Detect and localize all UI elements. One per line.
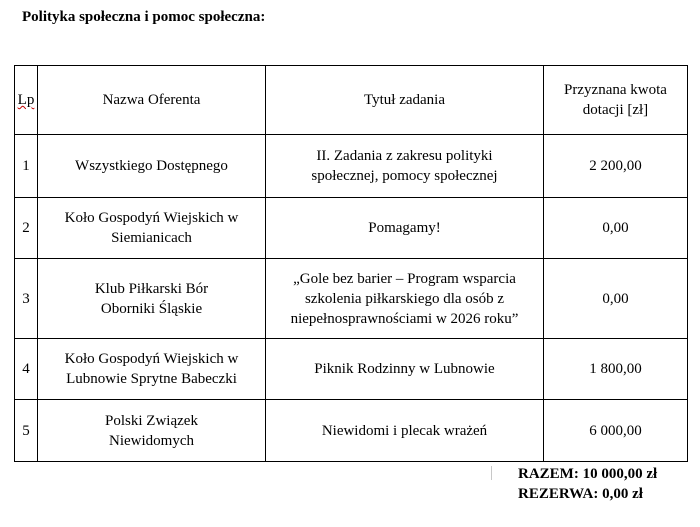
table-header-row	[15, 66, 688, 135]
table-row	[15, 400, 688, 462]
cell-amount: 2 200,00	[544, 135, 688, 198]
header-lp: Lp	[15, 66, 38, 135]
cell-name: Polski Związek Niewidomych	[38, 400, 266, 462]
cell-name: Koło Gospodyń Wiejskich w Siemianicach	[38, 198, 266, 259]
cell-lp: 1	[15, 135, 38, 198]
text-cursor-mark	[491, 466, 492, 480]
table-row	[15, 339, 688, 400]
summary-block	[518, 464, 657, 504]
cell-name: Klub Piłkarski Bór Oborniki Śląskie	[38, 259, 266, 339]
cell-amount: 1 800,00	[544, 339, 688, 400]
cell-title: Pomagamy!	[266, 198, 544, 259]
header-amount: Przyznana kwota dotacji [zł]	[544, 66, 688, 135]
table-row	[15, 135, 688, 198]
table-row	[15, 259, 688, 339]
cell-name: Koło Gospodyń Wiejskich w Lubnowie Sprytne Babeczki	[38, 339, 266, 400]
cell-lp: 4	[15, 339, 38, 400]
total-line: RAZEM: 10 000,00 zł	[518, 466, 658, 482]
cell-lp: 2	[15, 198, 38, 259]
cell-amount: 6 000,00	[544, 400, 688, 462]
cell-name: Wszystkiego Dostępnego	[38, 135, 266, 198]
cell-title: Piknik Rodzinny w Lubnowie	[266, 339, 544, 400]
cell-title: „Gole bez barier – Program wsparcia szkolenia piłkarskiego dla osób z niepełnosprawnościami w 2026 roku”	[266, 259, 544, 339]
grants-table	[14, 65, 688, 462]
section-heading: Polityka społeczna i pomoc społeczna:	[22, 9, 266, 25]
cell-title: II. Zadania z zakresu polityki społecznej, pomocy społecznej	[266, 135, 544, 198]
header-title: Tytuł zadania	[266, 66, 544, 135]
header-name: Nazwa Oferenta	[38, 66, 266, 135]
cell-amount: 0,00	[544, 259, 688, 339]
cell-lp: 3	[15, 259, 38, 339]
cell-lp: 5	[15, 400, 38, 462]
cell-title: Niewidomi i plecak wrażeń	[266, 400, 544, 462]
cell-amount: 0,00	[544, 198, 688, 259]
table-row	[15, 198, 688, 259]
reserve-line: REZERWA: 0,00 zł	[518, 486, 643, 502]
